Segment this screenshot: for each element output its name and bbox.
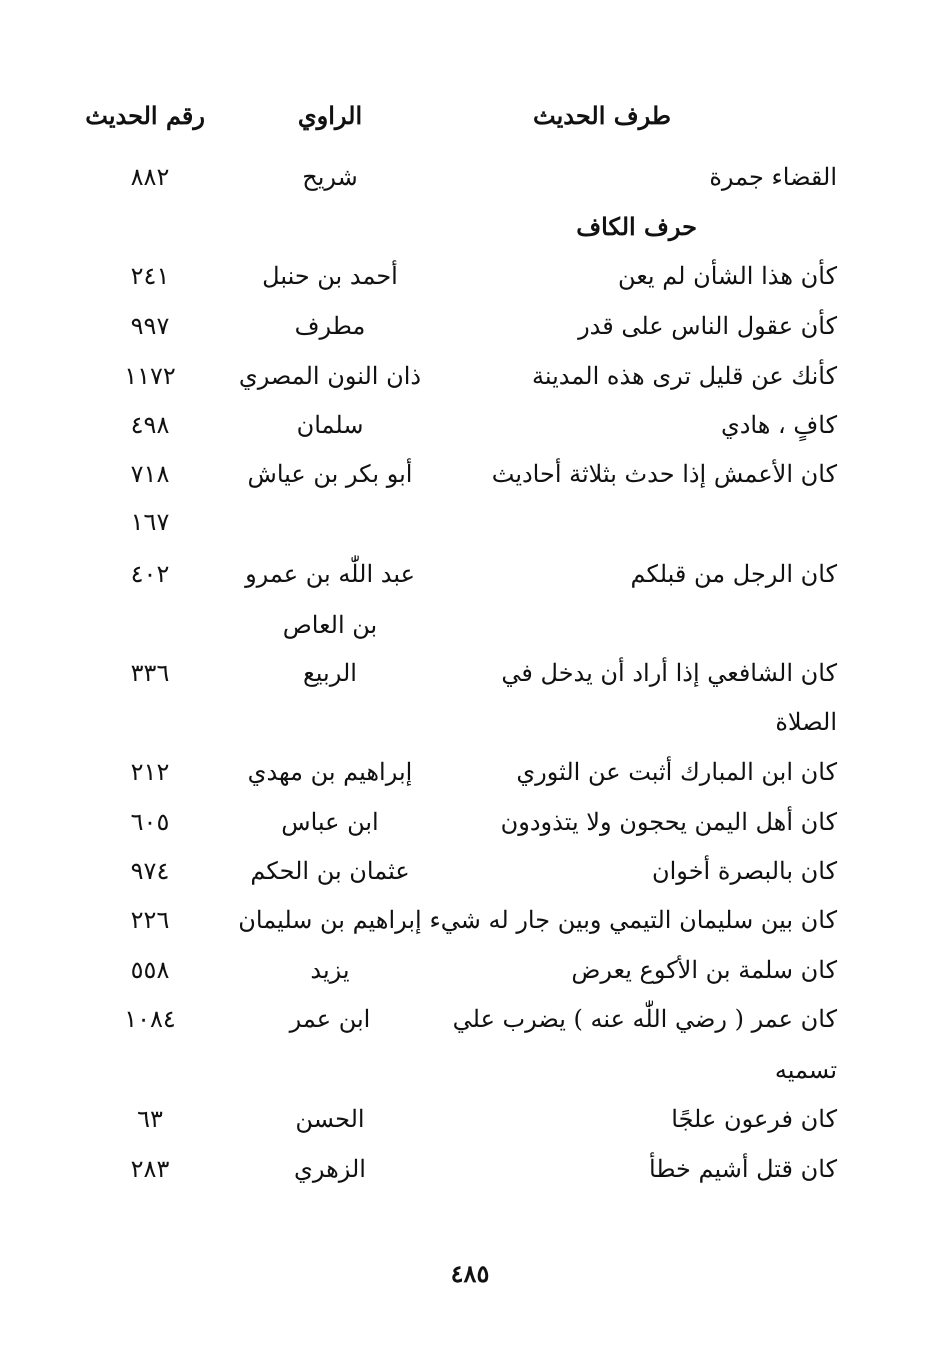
table-row <box>0 500 937 544</box>
hadith-number: ٩٧٤ <box>130 857 170 885</box>
hadith-text: كان الشافعي إذا أراد أن يدخل في <box>501 659 837 687</box>
narrator-name: ابن عمر <box>289 1005 371 1033</box>
table-row <box>0 603 937 647</box>
hadith-text: كان ابن المبارك أثبت عن الثوري <box>516 758 837 786</box>
narrator-name: إبراهيم بن مهدي <box>247 758 413 786</box>
narrator-name <box>225 500 435 544</box>
hadith-number: ٢٤١ <box>130 262 170 290</box>
table-row <box>0 1097 937 1141</box>
table-row <box>0 948 937 992</box>
hadith-number: ١١٧٢ <box>124 362 176 390</box>
hadith-number <box>95 700 205 744</box>
section-heading-row <box>0 205 937 249</box>
narrator-name: أحمد بن حنبل <box>262 262 398 290</box>
narrator-name: سلمان <box>296 411 364 439</box>
narrator-name: الزهري <box>294 1155 366 1183</box>
narrator-name: شريح <box>302 163 358 191</box>
table-row <box>0 403 937 447</box>
hadith-number: ١٦٧ <box>130 508 170 536</box>
hadith-number: ٤٠٢ <box>130 560 170 588</box>
hadith-text: كان فرعون علجًا <box>671 1105 837 1133</box>
table-row <box>0 898 937 942</box>
hadith-text: كان الرجل من قبلكم <box>630 560 837 588</box>
table-header <box>0 94 937 138</box>
hadith-text: القضاء جمرة <box>709 163 837 191</box>
table-row <box>0 651 937 695</box>
narrator-name: الربيع <box>303 659 357 687</box>
hadith-number: ٥٥٨ <box>130 956 170 984</box>
hadith-number: ٢٨٣ <box>130 1155 170 1183</box>
hadith-number: ٢١٢ <box>130 758 170 786</box>
hadith-number: ٨٨٢ <box>130 163 170 191</box>
table-row <box>0 304 937 348</box>
hadith-number <box>95 1048 205 1092</box>
hadith-text: كان قتل أشيم خطأ <box>649 1155 837 1183</box>
narrator-name: إبراهيم بن سليمان <box>238 906 422 934</box>
hadith-text: كان سلمة بن الأكوع يعرض <box>571 956 837 984</box>
table-row <box>0 849 937 893</box>
hadith-text <box>417 500 837 544</box>
hadith-number: ٤٩٨ <box>130 411 170 439</box>
hadith-number: ٦٠٥ <box>130 808 170 836</box>
table-row <box>0 354 937 398</box>
narrator-name: ابن عباس <box>281 808 379 836</box>
hadith-text: كافٍ ، هادي <box>720 411 837 439</box>
hadith-text: كان الأعمش إذا حدث بثلاثة أحاديث <box>491 460 837 488</box>
hadith-number: ٢٢٦ <box>130 906 170 934</box>
table-row <box>0 452 937 496</box>
narrator-column-header: الراوي <box>297 101 363 130</box>
narrator-name: يزيد <box>310 956 350 984</box>
table-row <box>0 800 937 844</box>
narrator-name: عبد اللّٰه بن عمرو <box>245 560 415 588</box>
hadith-number: ٩٩٧ <box>130 312 170 340</box>
narrator-name: بن العاص <box>282 611 378 639</box>
hadith-number <box>95 603 205 647</box>
hadith-text: كأنك عن قليل ترى هذه المدينة <box>532 362 837 390</box>
narrator-name: مطرف <box>294 312 366 340</box>
narrator-name: عثمان بن الحكم <box>250 857 410 885</box>
hadith-text: كأن عقول الناس على قدر <box>578 312 837 340</box>
hadith-number: ١٠٨٤ <box>124 1005 176 1033</box>
narrator-name <box>225 1048 435 1092</box>
number-column-header: رقم الحديث <box>85 101 205 130</box>
narrator-name: ذان النون المصري <box>238 362 422 390</box>
hadith-text: كان أهل اليمن يحجون ولا يتذودون <box>500 808 837 836</box>
table-row <box>0 254 937 298</box>
table-row <box>0 155 937 199</box>
hadith-text: كان بين سليمان التيمي وبين جار له شيء <box>429 906 837 934</box>
hadith-text: كان بالبصرة أخوان <box>652 857 837 885</box>
hadith-number: ٧١٨ <box>130 460 170 488</box>
table-row <box>0 700 937 744</box>
hadith-number: ٦٣ <box>137 1105 163 1133</box>
table-row <box>0 1147 937 1191</box>
hadith-text <box>417 603 837 647</box>
table-row <box>0 552 937 596</box>
hadith-column-header: طرف الحديث <box>533 101 671 130</box>
table-row <box>0 997 937 1041</box>
table-row <box>0 1048 937 1092</box>
hadith-number: ٣٣٦ <box>130 659 170 687</box>
section-heading: حرف الكاف <box>576 212 697 241</box>
hadith-text: كان عمر ( رضي اللّٰه عنه ) يضرب علي <box>452 1005 837 1033</box>
hadith-text: الصلاة <box>775 708 837 736</box>
hadith-text: كأن هذا الشأن لم يعن <box>618 262 837 290</box>
narrator-name: أبو بكر بن عياش <box>247 460 413 488</box>
narrator-name <box>225 700 435 744</box>
narrator-name: الحسن <box>295 1105 365 1133</box>
hadith-text: تسميه <box>774 1056 837 1084</box>
table-row <box>0 750 937 794</box>
page-number: ٤٨٥ <box>450 1259 490 1288</box>
